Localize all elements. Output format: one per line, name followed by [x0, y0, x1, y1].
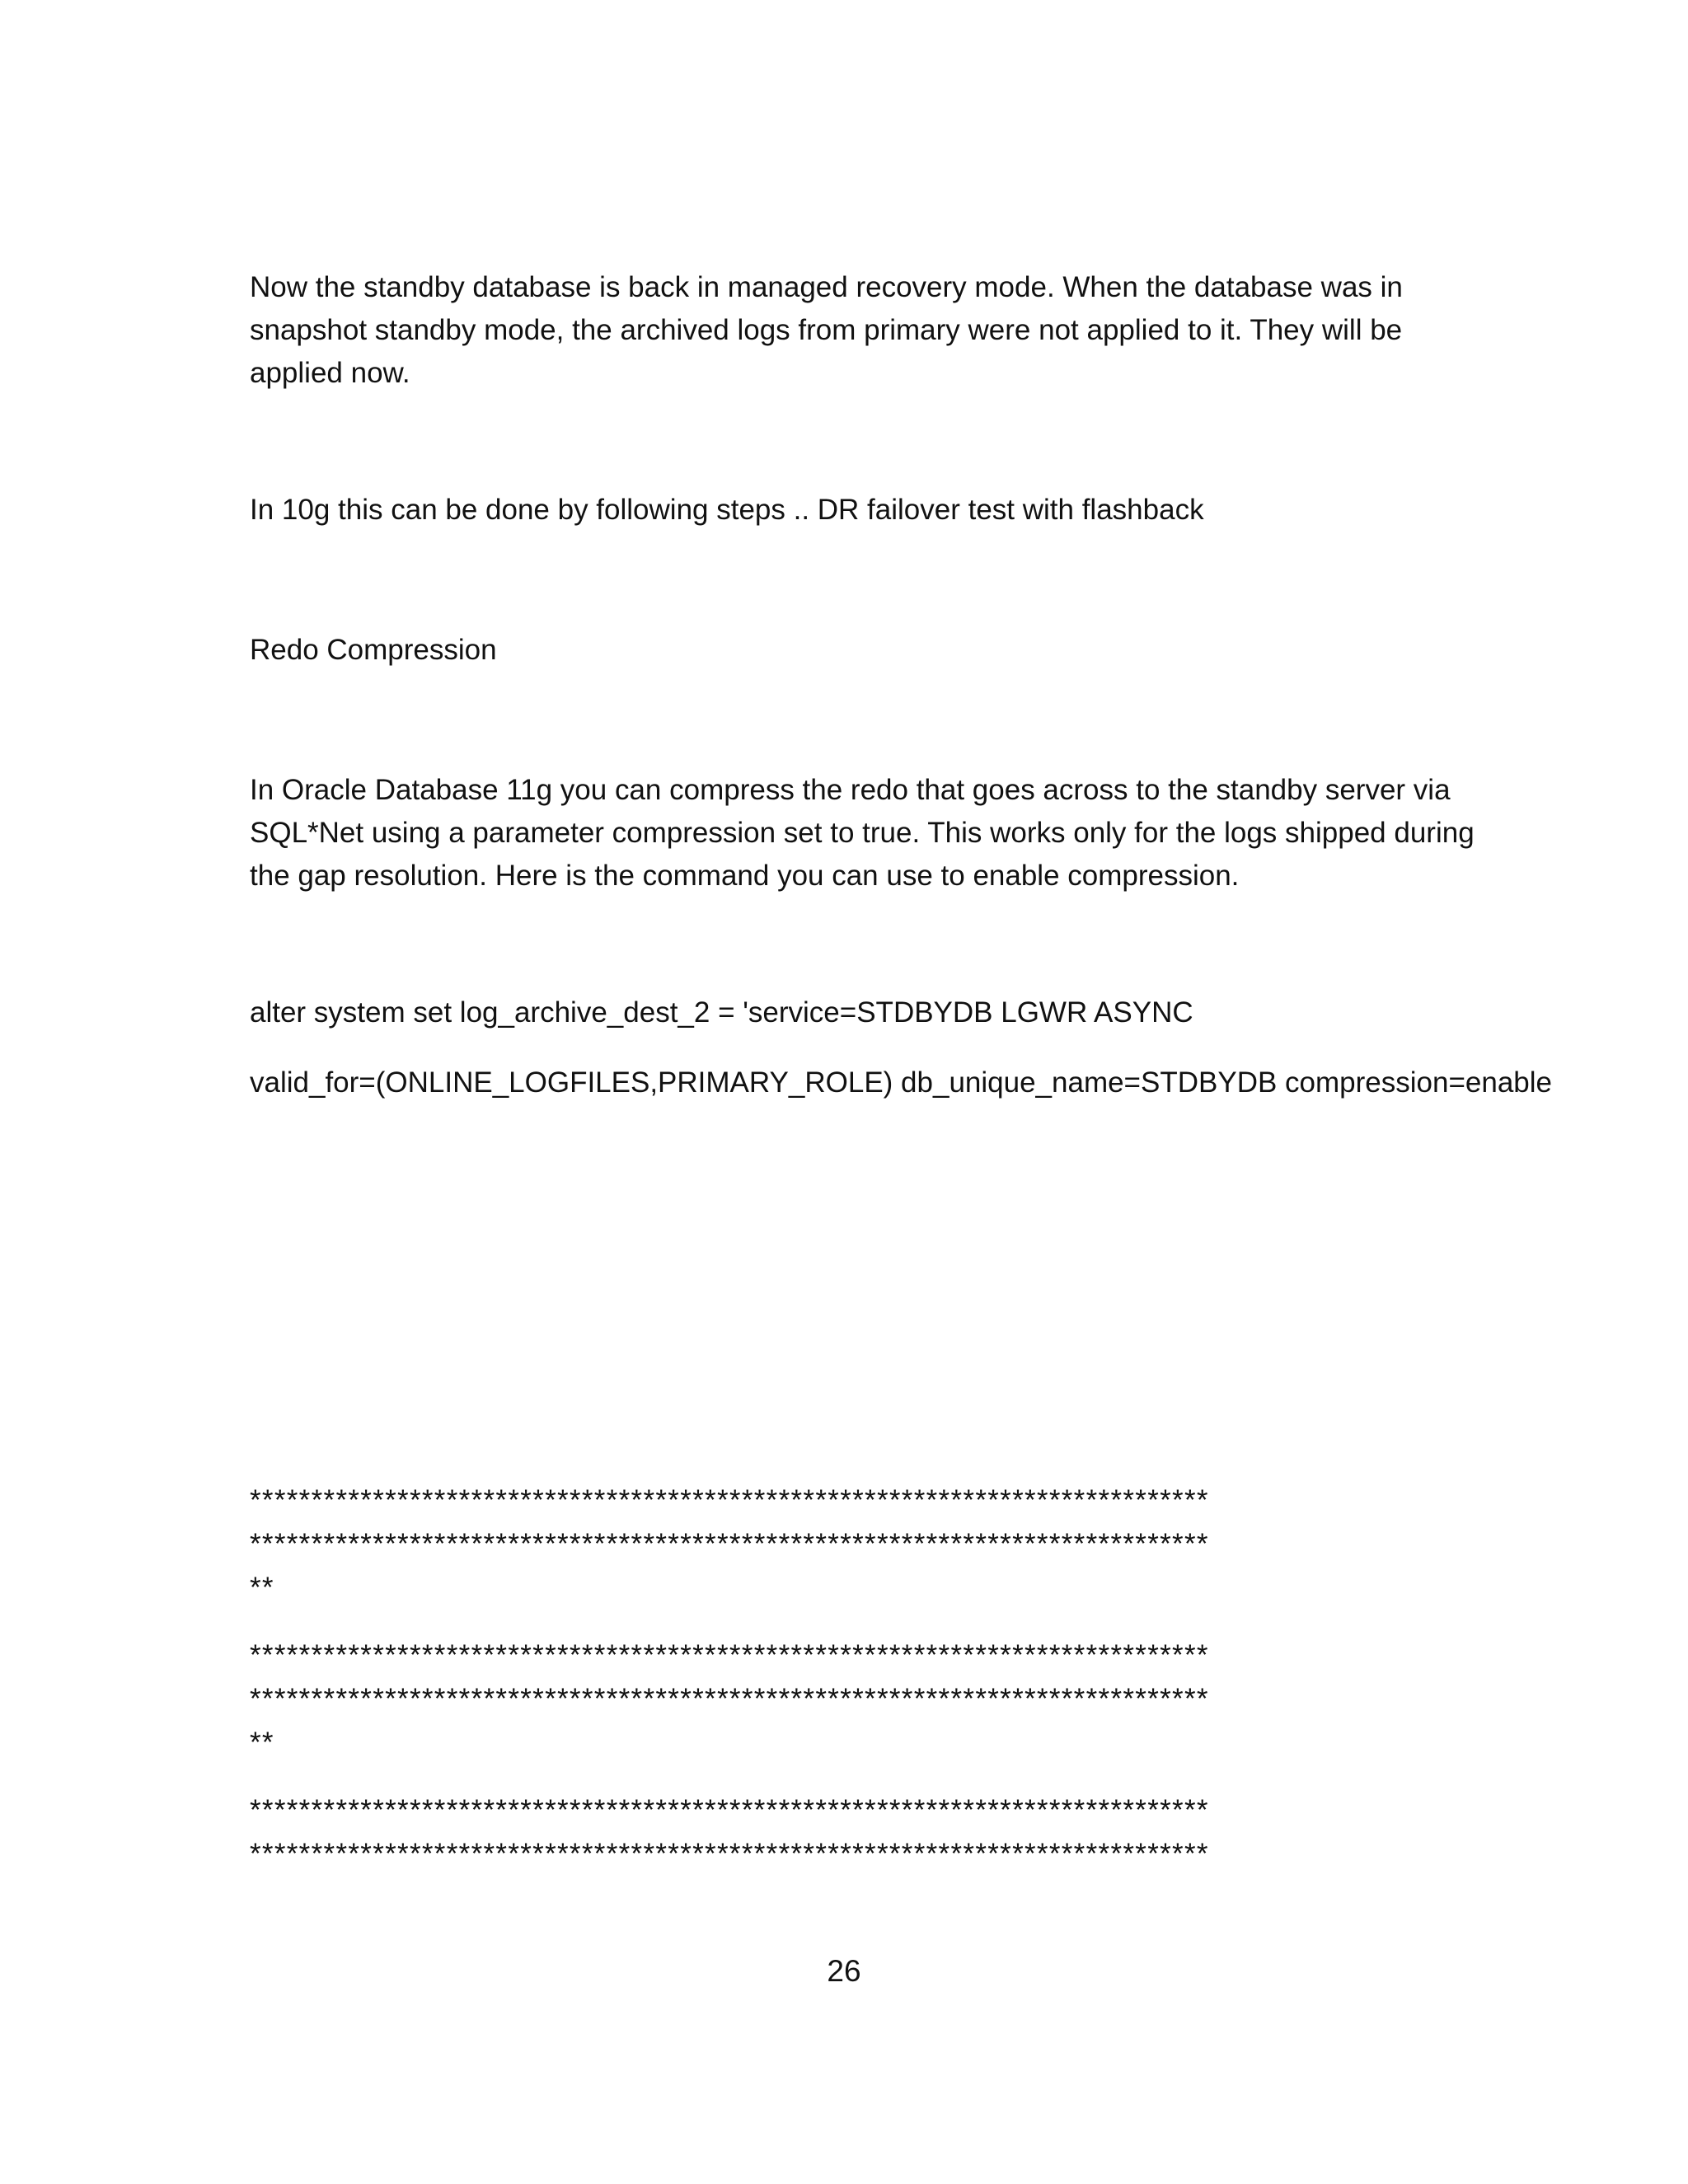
command-text: valid_for=(ONLINE_LOGFILES,PRIMARY_ROLE) db_unique_name=STDBYDB compression=enable: [250, 1066, 1552, 1099]
paragraph-line: In Oracle Database 11g you can compress the redo that goes across to the standby server via: [250, 774, 1451, 806]
paragraph-standby-recovery: [250, 266, 1453, 395]
separator-short: **: [250, 1727, 274, 1759]
paragraph-redo-compression: [250, 769, 1475, 898]
page-number: 26: [827, 1954, 861, 1988]
paragraph-line: In 10g this can be done by following steps .. DR failover test with flashback: [250, 494, 1204, 526]
command-line-1: [250, 991, 1453, 1034]
paragraph-line: the gap resolution. Here is the command you can use to enable compression.: [250, 860, 1240, 892]
paragraph-line: SQL*Net using a parameter compression set to true. This works only for the logs shipped during: [250, 817, 1475, 849]
separator-line: ******************************************************************************: [250, 1839, 1209, 1870]
separator-line: ******************************************************************************: [250, 1529, 1209, 1560]
paragraph-10g-steps: [250, 489, 1453, 532]
command-text: alter system set log_archive_dest_2 = 'service=STDBYDB LGWR ASYNC: [250, 996, 1193, 1029]
heading-text: Redo Compression: [250, 634, 497, 666]
separator-short: **: [250, 1572, 274, 1604]
paragraph-line: Now the standby database is back in managed recovery mode. When the database was in: [250, 271, 1403, 303]
paragraph-line: snapshot standby mode, the archived logs from primary were not applied to it. They will be: [250, 314, 1403, 346]
command-line-2: [250, 1062, 1552, 1104]
separator-line: ******************************************************************************: [250, 1640, 1209, 1671]
separator-line: ******************************************************************************: [250, 1485, 1209, 1516]
separator-line: ******************************************************************************: [250, 1795, 1209, 1826]
section-heading: [250, 629, 1453, 672]
paragraph-line: applied now.: [250, 357, 410, 389]
separator-line: ******************************************************************************: [250, 1684, 1209, 1715]
